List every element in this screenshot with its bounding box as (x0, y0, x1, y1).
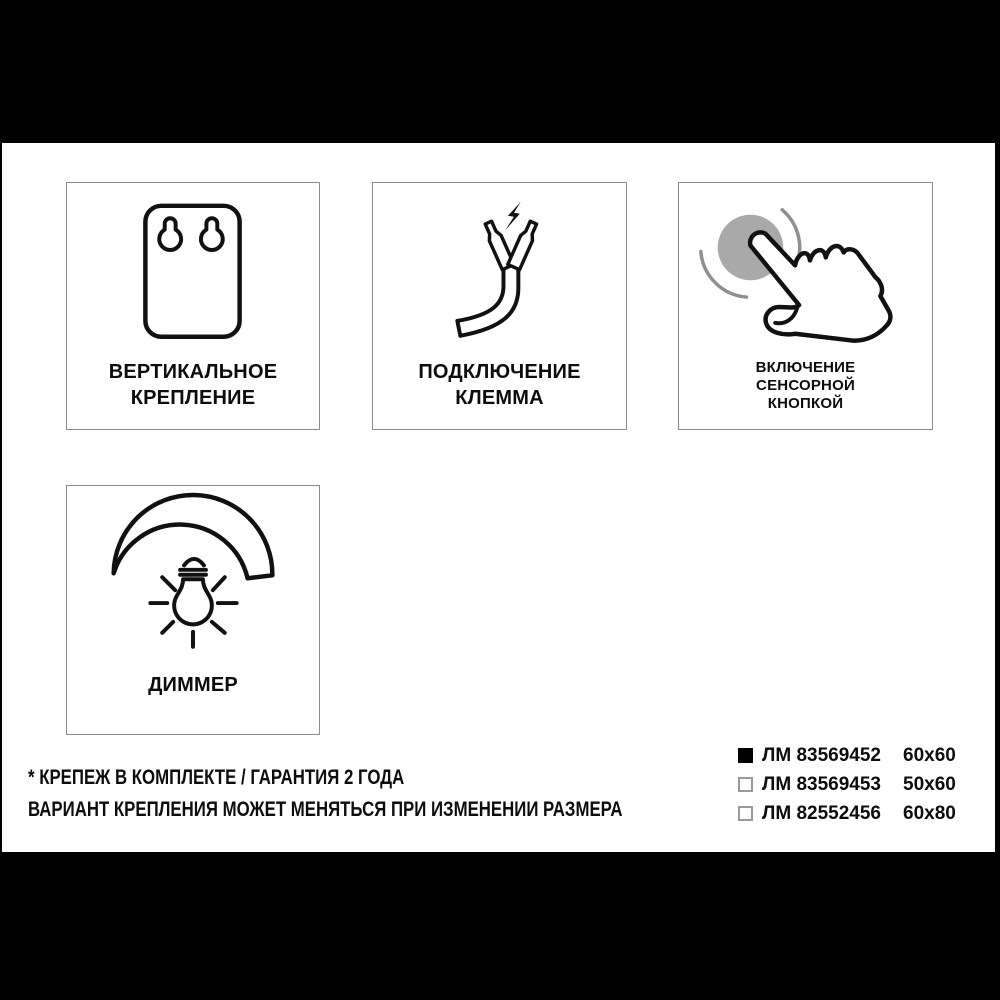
product-size: 60x80 (903, 802, 956, 824)
feature-label-line: СЕНСОРНОЙ (756, 377, 855, 394)
feature-label-line: ДИММЕР (148, 674, 238, 696)
feature-label (67, 359, 319, 411)
feature-label-line: КЛЕММА (455, 387, 544, 409)
feature-label (373, 359, 626, 411)
product-size: 60x60 (903, 744, 956, 766)
feature-label-line: КРЕПЛЕНИЕ (130, 387, 256, 409)
product-row (738, 741, 956, 770)
product-code: ЛМ 82552456 (762, 802, 881, 824)
feature-box-vertical-mount (66, 182, 320, 430)
product-checkbox (738, 748, 753, 763)
product-code: ЛМ 83569453 (762, 773, 881, 795)
feature-label-line: ПОДКЛЮЧЕНИЕ (418, 361, 581, 383)
feature-label-line: КНОПКОЙ (767, 395, 844, 412)
note-mount-variant: ВАРИАНТ КРЕПЛЕНИЯ МОЖЕТ МЕНЯТЬСЯ ПРИ ИЗМЕНЕНИИ РАЗМЕРА (28, 798, 623, 821)
notes (28, 762, 771, 826)
bottom-black-bar (0, 852, 1000, 1000)
feature-label (679, 359, 932, 413)
product-row (738, 799, 956, 828)
product-checkbox (738, 777, 753, 792)
product-checkbox (738, 806, 753, 821)
note-warranty: * КРЕПЕЖ В КОМПЛЕКТЕ / ГАРАНТИЯ 2 ГОДА (28, 766, 405, 789)
feature-box-terminal-connection (372, 182, 627, 430)
product-row (738, 770, 956, 799)
product-code: ЛМ 83569452 (762, 744, 881, 766)
product-size: 50x60 (903, 773, 956, 795)
feature-box-dimmer (66, 485, 320, 735)
card (2, 143, 995, 852)
product-list (738, 741, 956, 828)
top-black-bar (0, 0, 1000, 143)
feature-box-touch-button (678, 182, 933, 430)
feature-label-line: ВЕРТИКАЛЬНОЕ (108, 361, 278, 383)
feature-label-line: ВКЛЮЧЕНИЕ (755, 359, 856, 376)
feature-label (67, 674, 319, 696)
dimmer-icon (67, 486, 319, 734)
